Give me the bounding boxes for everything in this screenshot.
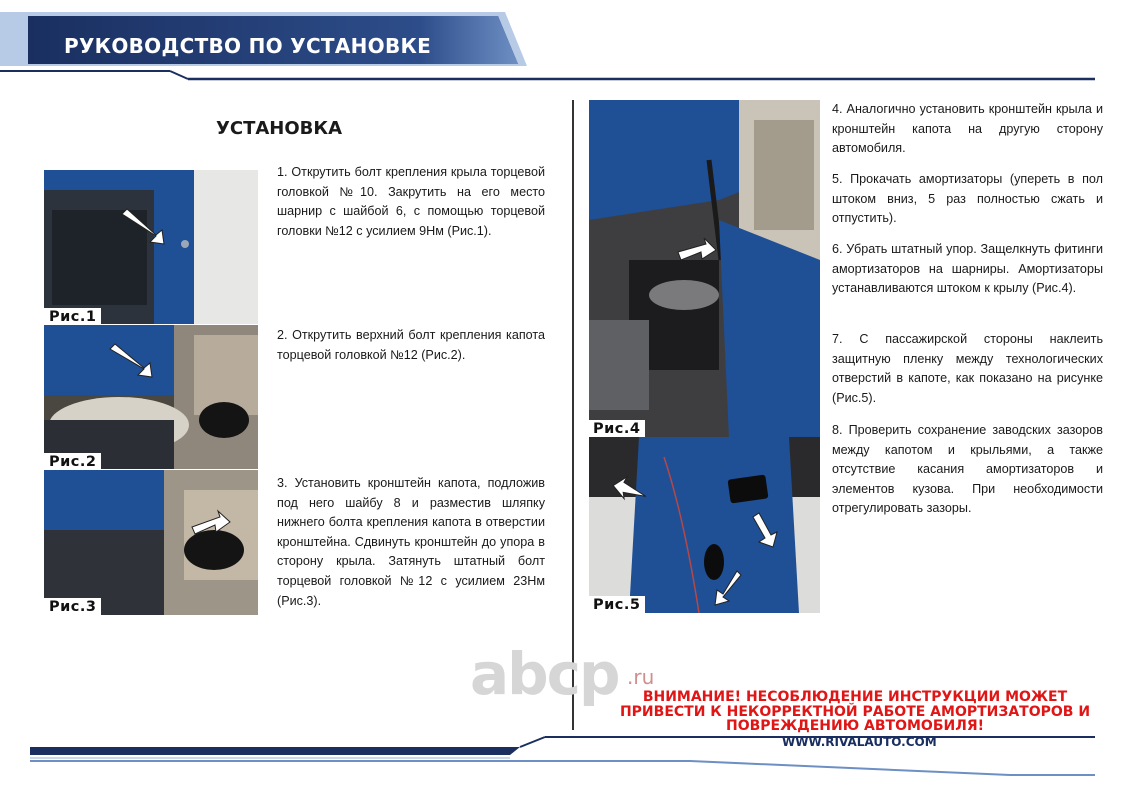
step-5-text: 5. Прокачать амортизаторы (упереть в пол штоком вниз, 5 раз полностью сжать и отпустить).: [832, 172, 1103, 226]
figure-2-photo: [44, 325, 258, 469]
warning-text: ВНИМАНИЕ! НЕСОБЛЮДЕНИЕ ИНСТРУКЦИИ МОЖЕТ ПРИВЕСТИ К НЕКОРРЕКТНОЙ РАБОТЕ АМОРТИЗАТОРОВ И ПОВРЕЖДЕНИЮ АВТОМОБИЛЯ!: [619, 689, 1091, 734]
step-1-text: 1. Открутить болт крепления крыла торцевой головкой №10. Закрутить на его место шарнир с шайбой 6, с помощью торцевой головки №12 с усилием 9Нм (Рис.1).: [277, 165, 545, 238]
website-link[interactable]: WWW.RIVALAUTO.COM: [782, 735, 937, 749]
figure-1-photo: [44, 170, 258, 324]
step-4-text: 4. Аналогично установить кронштейн крыла и кронштейн капота на другую сторону автомобиля.: [832, 102, 1103, 156]
figure-2-caption: Рис.2: [44, 453, 101, 470]
figure-4-caption: Рис.4: [588, 420, 645, 437]
watermark-suffix: .ru: [627, 665, 655, 689]
step-7-text: 7. С пассажирской стороны наклеить защитную пленку между технологических отверстий в капоте, как показано на рисунке (Рис.5).: [832, 332, 1103, 405]
footer-lines: [0, 725, 1132, 800]
column-divider: [572, 100, 574, 730]
section-title: УСТАНОВКА: [216, 118, 343, 139]
step-8-text: 8. Проверить сохранение заводских зазоров между капотом и крыльями, а также отсутствие касания амортизаторов и элементов кузова. При необходимости отрегулировать зазоры.: [832, 423, 1103, 516]
step-6-text: 6. Убрать штатный упор. Защелкнуть фитинги амортизаторов на шарниры. Амортизаторы устанавливаются штоком к крылу (Рис.4).: [832, 242, 1103, 296]
step-3-text: 3. Установить кронштейн капота, подложив под него шайбу 8 и разместив шляпку нижнего болта крепления капота в отверстии кронштейна. Сдвинуть кронштейн до упора в сторону крыла. Затянуть штатный болт торцевой головкой №12 с усилием 23Нм (Рис.3).: [277, 476, 545, 608]
figure-4-photo: [589, 100, 820, 438]
header-title: РУКОВОДСТВО ПО УСТАНОВКЕ: [64, 34, 432, 58]
figure-3-photo: [44, 470, 258, 615]
step-2-text: 2. Открутить верхний болт крепления капота торцевой головкой №12 (Рис.2).: [277, 328, 545, 362]
figure-1-caption: Рис.1: [44, 308, 101, 325]
figure-5-caption: Рис.5: [588, 596, 645, 613]
figure-3-caption: Рис.3: [44, 598, 101, 615]
watermark: abcp: [470, 640, 619, 708]
figure-5-photo: [589, 437, 820, 613]
